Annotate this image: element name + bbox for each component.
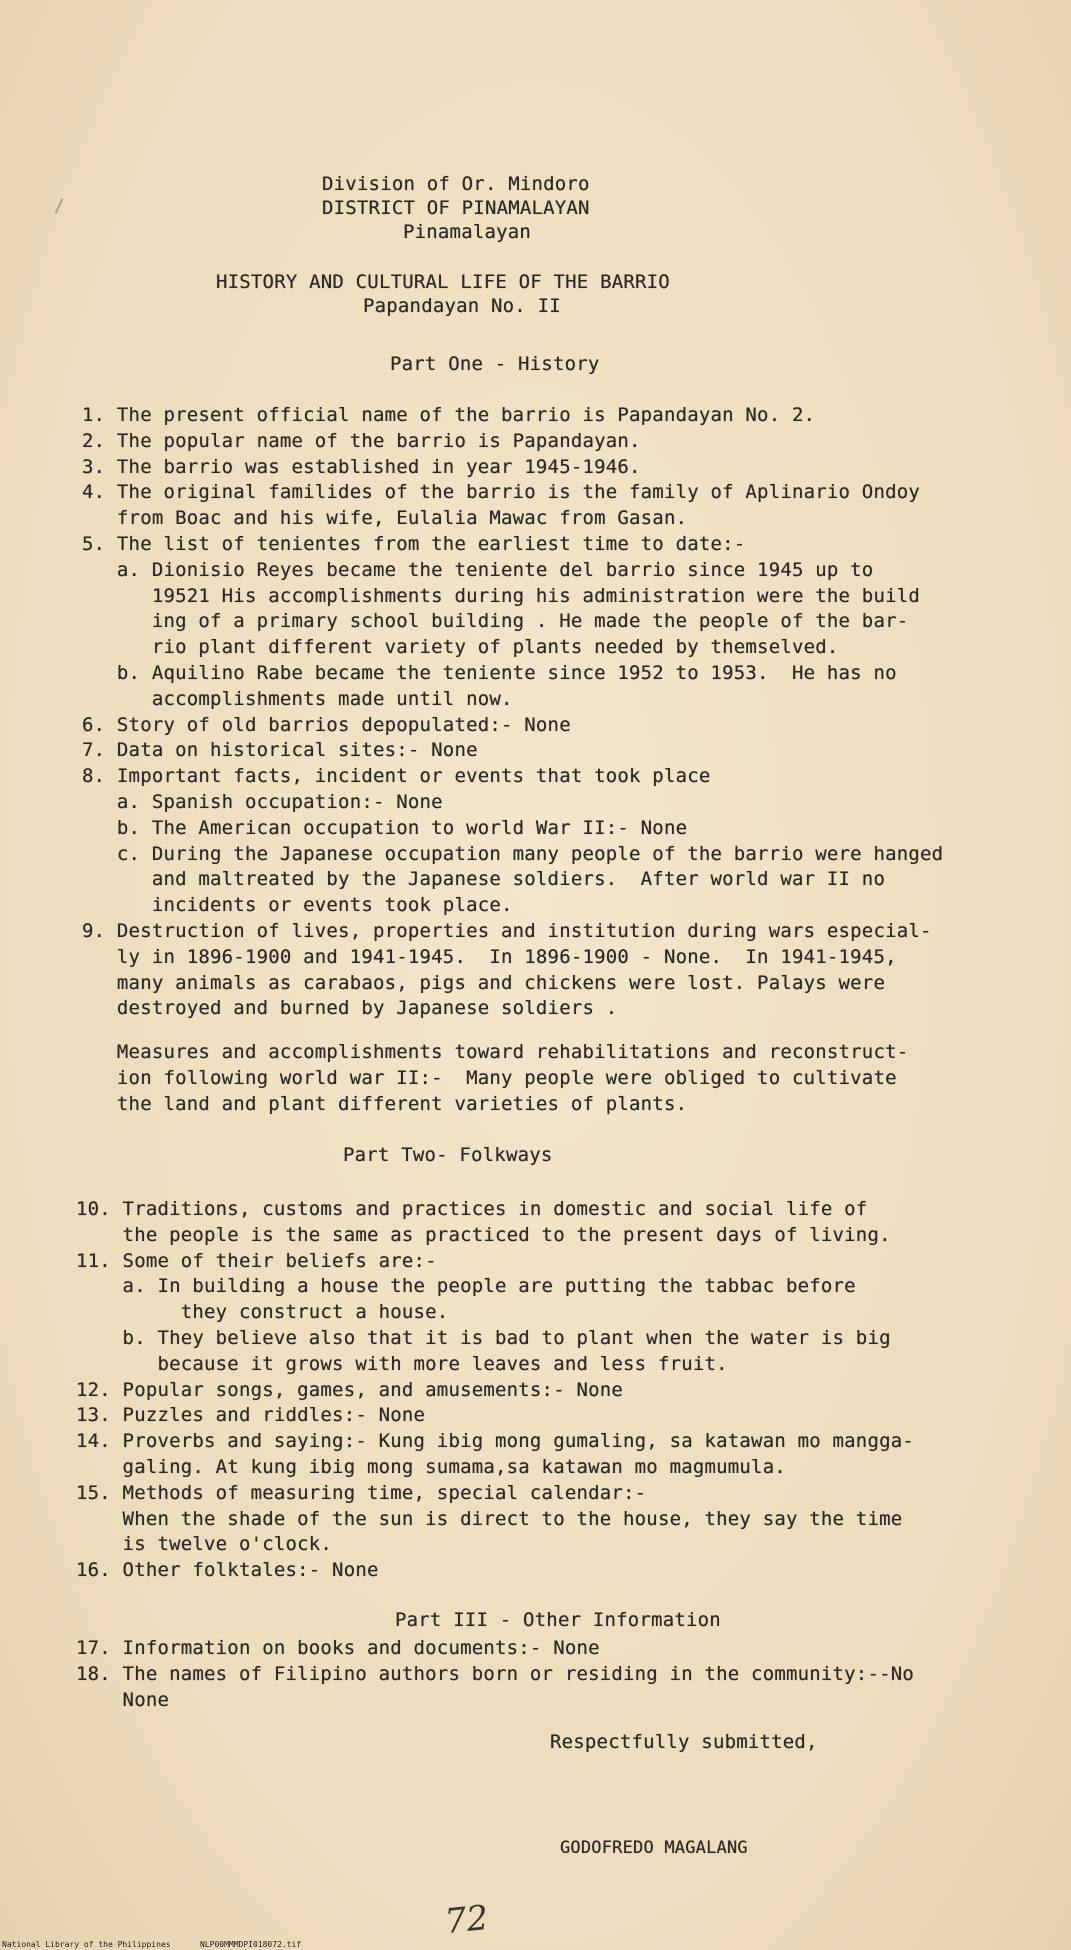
text-line: is twelve o'clock. [76, 1533, 333, 1556]
pen-mark [55, 198, 64, 213]
text-line: destroyed and burned by Japanese soldiers . [82, 997, 618, 1020]
respectfully-submitted: Respectfully submitted, [550, 1731, 818, 1753]
text-line: 10. Traditions, customs and practices in domestic and social life of [76, 1198, 868, 1220]
text-line: accomplishments made until now. [82, 687, 513, 710]
text-line: incidents or events took place. [82, 894, 513, 917]
text-line: because it grows with more leaves and less fruit. [76, 1352, 728, 1375]
handwritten-page-number: 72 [443, 1897, 491, 1943]
document-title: HISTORY AND CULTURAL LIFE OF THE BARRIO [216, 271, 670, 293]
text-line: 14. Proverbs and saying:- Kung ibig mong gumaling, sa katawan mo mangga- [76, 1430, 915, 1453]
text-line: a. Spanish occupation:- None [82, 791, 443, 813]
text-line: a. In building a house the people are putting the tabbac before [76, 1275, 856, 1298]
text-line: the people is the same as practiced to the present days of living. [76, 1223, 891, 1246]
text-line: 3. The barrio was established in year 1945-1946. [82, 455, 641, 478]
text-line: 19521 His accomplishments during his administration were the build [82, 584, 921, 607]
text-line: ly in 1896-1900 and 1941-1945. In 1896-1900 - None. In 1941-1945, [82, 945, 897, 968]
text-line: 1. The present official name of the barrio is Papandayan No. 2. [82, 404, 816, 426]
text-line: 6. Story of old barrios depopulated:- None [82, 713, 571, 736]
town-line: Pinamalayan [403, 221, 532, 243]
text-line: a. Dionisio Reyes became the teniente del barrio since 1945 up to [82, 558, 874, 581]
text-line: 7. Data on historical sites:- None [82, 739, 478, 762]
text-line: and maltreated by the Japanese soldiers. After world war II no [82, 868, 886, 891]
text-line: b. Aquilino Rabe became the teniente since 1952 to 1953. He has no [82, 662, 897, 684]
text-line: ing of a primary school building . He made the people of the bar- [82, 610, 909, 633]
text-line: they construct a house. [76, 1301, 449, 1324]
signatory-name: GODOFREDO MAGALANG [560, 1838, 748, 1858]
text-line: 16. Other folktales:- None [76, 1559, 379, 1582]
text-line: 17. Information on books and documents:- None [76, 1637, 600, 1659]
part-one-heading: Part One - History [390, 353, 600, 375]
footer-library: National Library of the Philippines [2, 1940, 171, 1949]
footer-file: NLP00MMMDPI018072.tif [200, 1940, 302, 1949]
text-line: 2. The popular name of the barrio is Papandayan. [82, 429, 641, 452]
text-line: 5. The list of tenientes from the earliest time to date:- [82, 533, 746, 555]
text-line: from Boac and his wife, Eulalia Mawac from Gasan. [82, 507, 688, 530]
part-two-heading: Part Two- Folkways [343, 1144, 553, 1166]
part-three-heading: Part III - Other Information [395, 1609, 721, 1631]
district-line: DISTRICT OF PINAMALAYAN [322, 197, 590, 219]
text-line: galing. At kung ibig mong sumama,sa katawan mo magmumula. [76, 1456, 786, 1478]
text-line: b. The American occupation to world War II:- None [82, 816, 688, 839]
text-line: many animals as carabaos, pigs and chickens were lost. Palays were [82, 971, 886, 994]
text-line: 18. The names of Filipino authors born or residing in the community:--No [76, 1662, 915, 1685]
text-line: b. They believe also that it is bad to plant when the water is big [76, 1327, 891, 1349]
barrio-name: Papandayan No. II [363, 295, 561, 317]
text-line: 9. Destruction of lives, properties and institution during wars especial- [82, 920, 932, 942]
text-line: 12. Popular songs, games, and amusements:- None [76, 1378, 624, 1401]
text-line: 13. Puzzles and riddles:- None [76, 1404, 426, 1427]
text-line: c. During the Japanese occupation many people of the barrio were hanged [82, 842, 944, 865]
text-line: Measures and accomplishments toward rehabilitations and reconstruct- [82, 1041, 909, 1063]
text-line: the land and plant different varieties of plants. [82, 1093, 688, 1115]
division-line: Division of Or. Mindoro [322, 173, 590, 195]
text-line: None [76, 1688, 170, 1711]
text-line: rio plant different variety of plants needed by themselved. [82, 636, 839, 659]
text-line: 15. Methods of measuring time, special calendar:- [76, 1481, 647, 1504]
text-line: 11. Some of their beliefs are:- [76, 1249, 437, 1272]
text-line: 8. Important facts, incident or events that took place [82, 765, 711, 788]
text-line: 4. The original familides of the barrio is the family of Aplinario Ondoy [82, 481, 921, 504]
text-line: ion following world war II:- Many people were obliged to cultivate [82, 1067, 897, 1089]
text-line: When the shade of the sun is direct to the house, they say the time [76, 1507, 903, 1530]
